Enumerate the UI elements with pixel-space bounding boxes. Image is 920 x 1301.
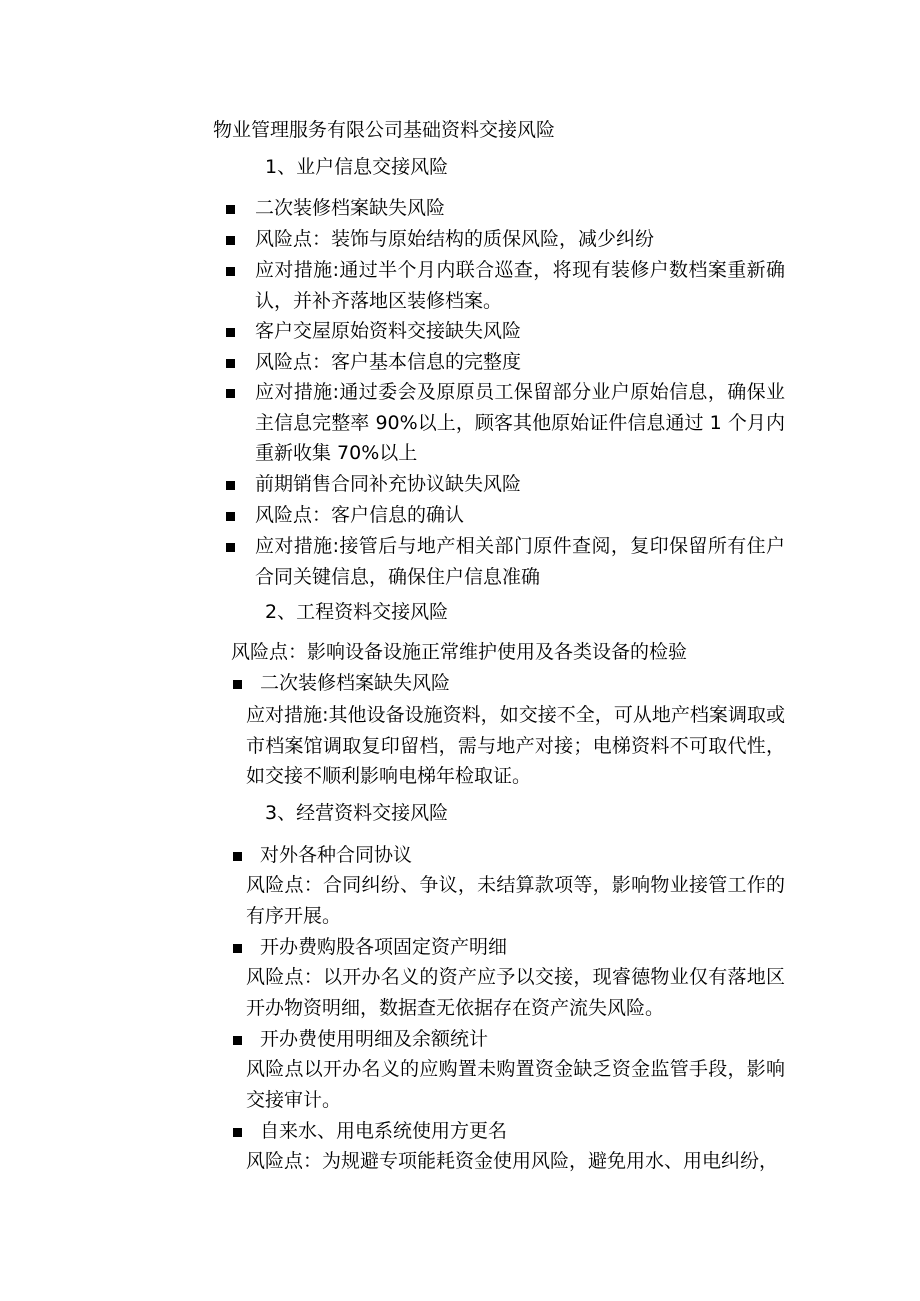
bullet-icon (233, 944, 242, 953)
bullet-icon (233, 1128, 242, 1137)
list-item: 客户交屋原始资料交接缺失风险 (255, 320, 522, 342)
detail-text: 风险点：合同纠纷、争议，未结算款项等，影响物业接管工作的有序开展。 (246, 874, 785, 927)
list-item: 自来水、用电系统使用方更名 (260, 1120, 508, 1142)
list-item: 风险点：客户信息的确认 (255, 504, 465, 526)
bullet-icon (226, 267, 235, 276)
detail-text: 风险点：以开办名义的资产应予以交接，现睿德物业仅有落地区开办物资明细，数据查无依据存在资产流失风险。 (246, 966, 785, 1019)
list-item: 应对措施:通过半个月内联合巡查，将现有装修户数档案重新确认，并补齐落地区装修档案。 (255, 259, 785, 312)
bullet-icon (226, 328, 235, 337)
list-item: 风险点：客户基本信息的完整度 (255, 351, 522, 373)
list-item: 对外各种合同协议 (260, 844, 413, 866)
list-item: 开办费购股各项固定资产明细 (260, 936, 508, 958)
bullet-icon (226, 389, 235, 398)
detail-text: 风险点以开办名义的应购置未购置资金缺乏资金监管手段，影响交接审计。 (246, 1058, 785, 1111)
list-item: 应对措施:接管后与地产相关部门原件查阅，复印保留所有住户合同关键信息，确保住户信息准确 (255, 535, 785, 588)
list-item: 应对措施:通过委会及原原员工保留部分业户原始信息，确保业主信息完整率 90%以上，顾客其他原始证件信息通过 1 个月内重新收集 70%以上 (255, 381, 785, 464)
measure-text: 应对措施:其他设备设施资料，如交接不全，可从地产档案调取或市档案馆调取复印留档，需与地产对接；电梯资料不可取代性，如交接不顺利影响电梯年检取证。 (246, 704, 785, 787)
bullet-icon (233, 1036, 242, 1045)
bullet-icon (226, 359, 235, 368)
list-item: 二次装修档案缺失风险 (260, 672, 451, 694)
bullet-icon (233, 680, 242, 689)
bullet-icon (226, 236, 235, 245)
bullet-icon (226, 543, 235, 552)
section-heading-2: 2、工程资料交接风险 (265, 601, 449, 623)
bullet-icon (226, 481, 235, 490)
section-heading-1: 1、业户信息交接风险 (265, 156, 449, 178)
risk-point-text: 风险点：影响设备设施正常维护使用及各类设备的检验 (231, 641, 688, 663)
detail-text: 风险点：为规避专项能耗资金使用风险，避免用水、用电纠纷， (246, 1150, 779, 1172)
list-item: 风险点：装饰与原始结构的质保风险，减少纠纷 (255, 228, 655, 250)
document-title: 物业管理服务有限公司基础资料交接风险 (213, 119, 556, 141)
list-item: 开办费使用明细及余额统计 (260, 1028, 489, 1050)
bullet-icon (226, 512, 235, 521)
list-item: 二次装修档案缺失风险 (255, 197, 446, 219)
bullet-icon (226, 205, 235, 214)
list-item: 前期销售合同补充协议缺失风险 (255, 473, 522, 495)
bullet-icon (233, 852, 242, 861)
section-heading-3: 3、经营资料交接风险 (265, 802, 449, 824)
